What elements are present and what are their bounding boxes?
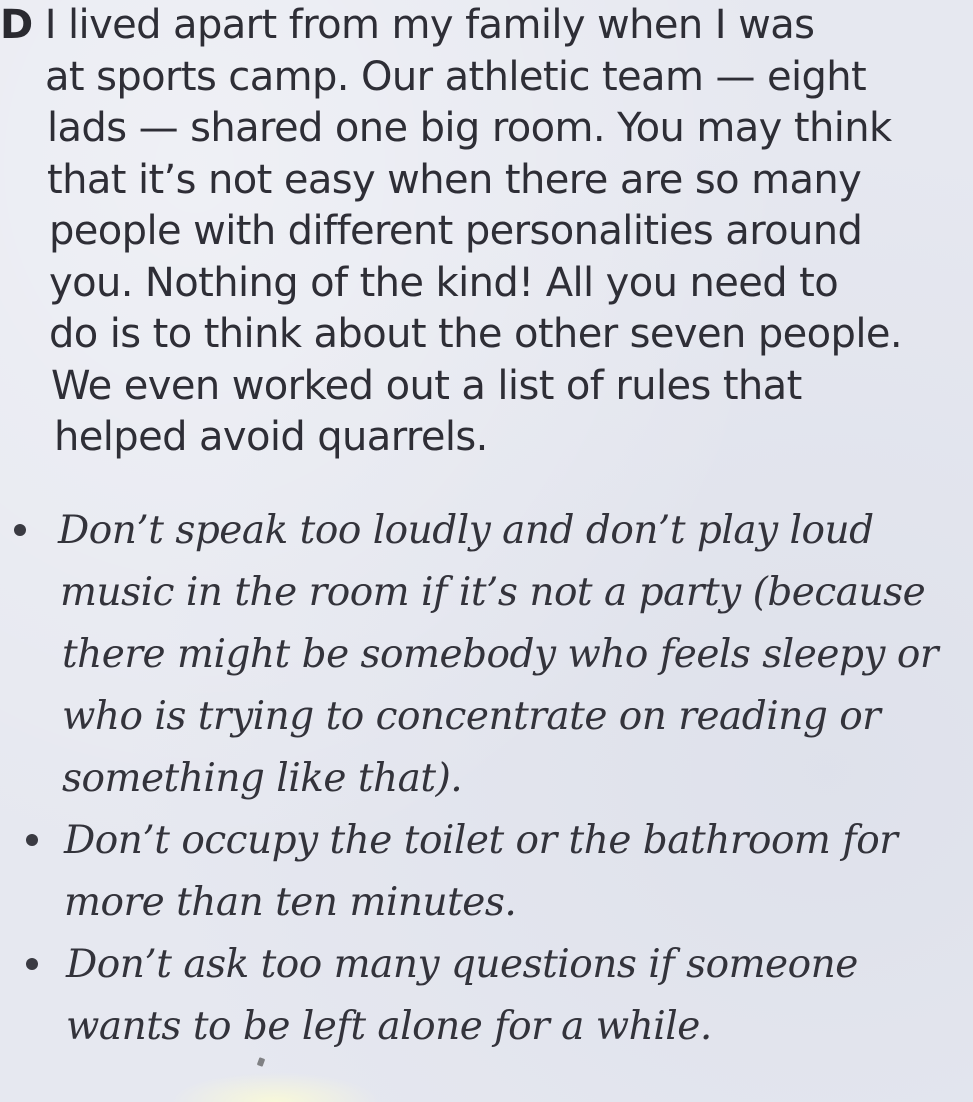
paragraph-line-text: I lived apart from my family when I was (44, 2, 815, 48)
rule-line: there might be somebody who feels sleepy or (62, 632, 938, 677)
paragraph-d (0, 0, 973, 464)
bullet-icon (26, 834, 38, 846)
bullet-icon (26, 958, 38, 970)
rule-text: Don’t occupy the toilet or the bathroom for (64, 818, 898, 863)
print-speck (257, 1057, 265, 1067)
paragraph-line: you. Nothing of the kind! All you need to (49, 259, 839, 306)
bullet-icon (14, 524, 26, 536)
paragraph-line (0, 0, 973, 52)
rule-line: who is trying to concentrate on reading or (62, 694, 881, 739)
paragraph-line: at sports camp. Our athletic team — eight (45, 53, 867, 100)
rule-text: Don’t speak too loudly and don’t play loud (58, 508, 874, 553)
rule-line: more than ten minutes. (64, 880, 517, 925)
paragraph-line: lads — shared one big room. You may think (47, 105, 892, 151)
rule-line (0, 500, 973, 562)
rule-line: music in the room if it’s not a party (because (60, 570, 926, 615)
paragraph-line: that it’s not easy when there are so many (47, 156, 862, 203)
rule-text: Don’t ask too many questions if someone (66, 942, 858, 987)
paragraph-line: do is to think about the other seven people. (49, 311, 902, 357)
section-letter: D (0, 2, 33, 48)
paragraph-line: helped avoid quarrels. (54, 414, 488, 460)
paragraph-line: people with different personalities around (49, 208, 863, 254)
rule-line (0, 810, 973, 872)
page-highlight (170, 1072, 380, 1102)
paragraph-line: We even worked out a list of rules that (51, 362, 802, 409)
rule-line (0, 934, 973, 996)
rule-line: wants to be left alone for a while. (66, 1004, 712, 1049)
rule-line: something like that). (62, 756, 463, 801)
rules-list (0, 500, 973, 1058)
